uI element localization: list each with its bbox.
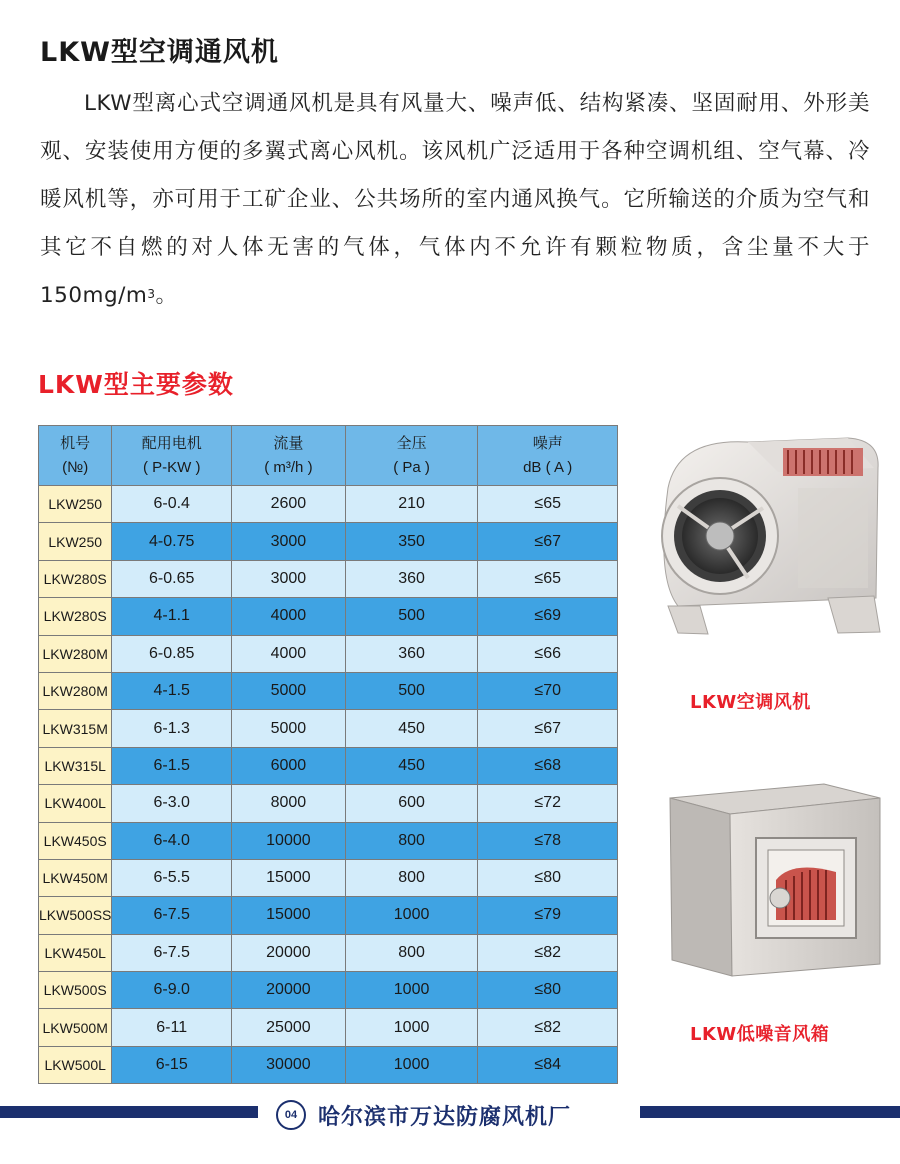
value-cell: 6-1.3	[112, 710, 232, 747]
value-cell: ≤67	[478, 523, 618, 560]
column-header	[232, 426, 346, 486]
value-cell: 6-0.65	[112, 560, 232, 597]
value-cell: 25000	[232, 1009, 346, 1046]
low-noise-fan-box-photo	[652, 780, 888, 980]
value-cell: 4-0.75	[112, 523, 232, 560]
table-body	[39, 486, 618, 1084]
table-row	[39, 897, 618, 934]
value-cell: 6-7.5	[112, 934, 232, 971]
product-caption-2: LKW低噪音风箱	[690, 1024, 830, 1045]
value-cell: ≤84	[478, 1046, 618, 1083]
intro-text: LKW型离心式空调通风机是具有风量大、噪声低、结构紧凑、坚固耐用、外形美观、安装使用方便的多翼式离心风机。该风机广泛适用于各种空调机组、空气幕、冷暖风机等，亦可用于工矿企业、公共场所的室内通风换气。它所输送的介质为空气和其它不自燃的对人体无害的气体，气体内不允许有颗粒物质，含尘量不大于150mg/m	[40, 91, 870, 308]
column-header-unit: (№)	[62, 458, 89, 476]
value-cell: 6-15	[112, 1046, 232, 1083]
value-cell: ≤80	[478, 859, 618, 896]
value-cell: 6000	[232, 747, 346, 784]
column-header-title: 噪声	[532, 434, 563, 452]
table-row	[39, 672, 618, 709]
value-cell: 4000	[232, 635, 346, 672]
table-row	[39, 972, 618, 1009]
value-cell: 800	[345, 859, 478, 896]
value-cell: 1000	[345, 972, 478, 1009]
value-cell: 360	[345, 560, 478, 597]
table-row	[39, 785, 618, 822]
model-cell: LKW400L	[39, 785, 112, 822]
column-header-unit: ( P-KW )	[142, 458, 201, 476]
table-row	[39, 486, 618, 523]
column-header-unit: ( Pa )	[393, 458, 430, 476]
intro-paragraph	[40, 80, 870, 320]
value-cell: ≤69	[478, 598, 618, 635]
column-header-unit: ( m³/h )	[264, 458, 313, 476]
footer-bar-right	[640, 1106, 900, 1118]
model-cell: LKW280S	[39, 598, 112, 635]
value-cell: 4000	[232, 598, 346, 635]
company-name: 哈尔滨市万达防腐风机厂	[318, 1105, 572, 1130]
value-cell: 5000	[232, 710, 346, 747]
table-row	[39, 859, 618, 896]
model-cell: LKW280S	[39, 560, 112, 597]
model-cell: LKW450L	[39, 934, 112, 971]
value-cell: 6-5.5	[112, 859, 232, 896]
value-cell: 15000	[232, 859, 346, 896]
value-cell: 6-0.4	[112, 486, 232, 523]
value-cell: 20000	[232, 972, 346, 1009]
footer-bar-left	[0, 1106, 258, 1118]
value-cell: ≤79	[478, 897, 618, 934]
value-cell: 800	[345, 934, 478, 971]
value-cell: ≤82	[478, 934, 618, 971]
intro-superscript: 3	[147, 287, 156, 301]
value-cell: 15000	[232, 897, 346, 934]
column-header	[39, 426, 112, 486]
air-conditioning-fan-photo	[648, 428, 888, 650]
model-cell: LKW500L	[39, 1046, 112, 1083]
section-title: LKW型主要参数	[38, 370, 234, 399]
value-cell: 3000	[232, 523, 346, 560]
table-row	[39, 747, 618, 784]
value-cell: 360	[345, 635, 478, 672]
value-cell: ≤68	[478, 747, 618, 784]
model-cell: LKW315L	[39, 747, 112, 784]
value-cell: 1000	[345, 897, 478, 934]
value-cell: ≤65	[478, 560, 618, 597]
page-number-badge: 04	[276, 1100, 306, 1130]
column-header	[478, 426, 618, 486]
table-row	[39, 560, 618, 597]
parameters-table	[38, 425, 618, 1084]
column-header-title: 机号	[60, 434, 91, 452]
value-cell: 6-7.5	[112, 897, 232, 934]
table-row	[39, 523, 618, 560]
model-cell: LKW280M	[39, 635, 112, 672]
value-cell: ≤66	[478, 635, 618, 672]
model-cell: LKW500S	[39, 972, 112, 1009]
value-cell: 500	[345, 598, 478, 635]
value-cell: 6-3.0	[112, 785, 232, 822]
value-cell: 4-1.1	[112, 598, 232, 635]
column-header	[112, 426, 232, 486]
value-cell: 5000	[232, 672, 346, 709]
column-header-title: 全压	[396, 434, 427, 452]
intro-end: 。	[155, 283, 178, 308]
value-cell: 6-1.5	[112, 747, 232, 784]
table-row	[39, 598, 618, 635]
value-cell: 1000	[345, 1046, 478, 1083]
value-cell: 1000	[345, 1009, 478, 1046]
table-row	[39, 934, 618, 971]
value-cell: 10000	[232, 822, 346, 859]
value-cell: 600	[345, 785, 478, 822]
value-cell: ≤70	[478, 672, 618, 709]
model-cell: LKW315M	[39, 710, 112, 747]
value-cell: 8000	[232, 785, 346, 822]
table-row	[39, 710, 618, 747]
model-cell: LKW500M	[39, 1009, 112, 1046]
value-cell: ≤65	[478, 486, 618, 523]
value-cell: 800	[345, 822, 478, 859]
column-header-title: 配用电机	[141, 434, 202, 452]
page-title: LKW型空调通风机	[40, 37, 279, 68]
product-caption-1: LKW空调风机	[690, 692, 811, 713]
model-cell: LKW280M	[39, 672, 112, 709]
table-row	[39, 822, 618, 859]
column-header-unit: dB ( A )	[523, 458, 573, 476]
table-row	[39, 1009, 618, 1046]
value-cell: ≤80	[478, 972, 618, 1009]
value-cell: 6-9.0	[112, 972, 232, 1009]
value-cell: 30000	[232, 1046, 346, 1083]
value-cell: 210	[345, 486, 478, 523]
value-cell: 450	[345, 747, 478, 784]
value-cell: 500	[345, 672, 478, 709]
footer	[0, 1100, 900, 1140]
model-cell: LKW450M	[39, 859, 112, 896]
value-cell: 6-11	[112, 1009, 232, 1046]
value-cell: 4-1.5	[112, 672, 232, 709]
column-header	[345, 426, 478, 486]
table-row	[39, 635, 618, 672]
value-cell: ≤67	[478, 710, 618, 747]
column-header-title: 流量	[273, 434, 304, 452]
model-cell: LKW500SS	[39, 897, 112, 934]
value-cell: ≤78	[478, 822, 618, 859]
value-cell: 3000	[232, 560, 346, 597]
value-cell: 6-4.0	[112, 822, 232, 859]
value-cell: 20000	[232, 934, 346, 971]
value-cell: 350	[345, 523, 478, 560]
value-cell: 2600	[232, 486, 346, 523]
model-cell: LKW450S	[39, 822, 112, 859]
table-header-row	[39, 426, 618, 486]
model-cell: LKW250	[39, 523, 112, 560]
value-cell: 6-0.85	[112, 635, 232, 672]
value-cell: ≤72	[478, 785, 618, 822]
table-row	[39, 1046, 618, 1083]
model-cell: LKW250	[39, 486, 112, 523]
value-cell: 450	[345, 710, 478, 747]
value-cell: ≤82	[478, 1009, 618, 1046]
